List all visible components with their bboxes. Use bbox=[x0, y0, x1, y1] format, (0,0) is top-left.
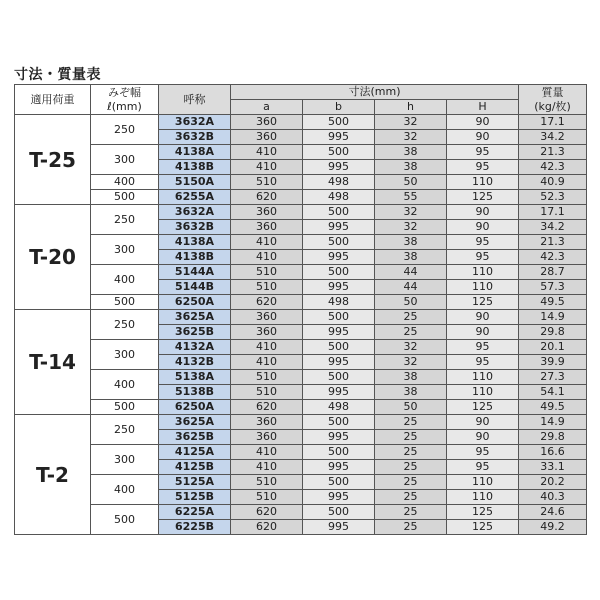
dim-b-cell: 995 bbox=[303, 130, 375, 145]
header-groove-width-line1: みぞ幅 bbox=[108, 85, 141, 99]
header-H: H bbox=[447, 100, 519, 115]
dim-a-cell: 360 bbox=[231, 205, 303, 220]
mass-cell: 42.3 bbox=[519, 250, 587, 265]
table-row bbox=[15, 310, 587, 325]
model-name-cell: 3625B bbox=[159, 430, 231, 445]
dim-b-cell: 995 bbox=[303, 280, 375, 295]
dim-H-cell: 90 bbox=[447, 130, 519, 145]
dim-a-cell: 510 bbox=[231, 385, 303, 400]
dim-b-cell: 995 bbox=[303, 325, 375, 340]
groove-width-cell: 400 bbox=[91, 370, 159, 400]
dim-H-cell: 95 bbox=[447, 235, 519, 250]
dim-a-cell: 360 bbox=[231, 325, 303, 340]
table-row bbox=[15, 145, 587, 160]
dim-h-cell: 50 bbox=[375, 400, 447, 415]
groove-width-cell: 500 bbox=[91, 295, 159, 310]
dim-H-cell: 125 bbox=[447, 295, 519, 310]
dim-h-cell: 38 bbox=[375, 160, 447, 175]
dim-a-cell: 410 bbox=[231, 445, 303, 460]
mass-cell: 33.1 bbox=[519, 460, 587, 475]
load-class-cell: T-25 bbox=[15, 115, 91, 205]
model-name-cell: 6250A bbox=[159, 295, 231, 310]
groove-width-cell: 250 bbox=[91, 205, 159, 235]
dim-H-cell: 90 bbox=[447, 415, 519, 430]
dim-b-cell: 995 bbox=[303, 160, 375, 175]
dim-a-cell: 410 bbox=[231, 160, 303, 175]
groove-width-cell: 500 bbox=[91, 190, 159, 205]
dim-H-cell: 90 bbox=[447, 205, 519, 220]
dim-h-cell: 38 bbox=[375, 145, 447, 160]
dim-h-cell: 25 bbox=[375, 430, 447, 445]
dim-a-cell: 620 bbox=[231, 295, 303, 310]
header-groove-width-line2: ℓ(mm) bbox=[107, 99, 142, 113]
mass-cell: 29.8 bbox=[519, 430, 587, 445]
model-name-cell: 5144A bbox=[159, 265, 231, 280]
mass-cell: 49.5 bbox=[519, 400, 587, 415]
model-name-cell: 5144B bbox=[159, 280, 231, 295]
model-name-cell: 4138B bbox=[159, 160, 231, 175]
model-name-cell: 3632B bbox=[159, 220, 231, 235]
table-row bbox=[15, 340, 587, 355]
model-name-cell: 6255A bbox=[159, 190, 231, 205]
dim-b-cell: 500 bbox=[303, 340, 375, 355]
model-name-cell: 4138A bbox=[159, 145, 231, 160]
dim-b-cell: 500 bbox=[303, 205, 375, 220]
table-row bbox=[15, 400, 587, 415]
dim-H-cell: 125 bbox=[447, 400, 519, 415]
mass-cell: 57.3 bbox=[519, 280, 587, 295]
dim-b-cell: 500 bbox=[303, 370, 375, 385]
dim-b-cell: 995 bbox=[303, 355, 375, 370]
load-class-cell: T-2 bbox=[15, 415, 91, 535]
dim-h-cell: 25 bbox=[375, 475, 447, 490]
mass-cell: 49.2 bbox=[519, 520, 587, 535]
dim-b-cell: 498 bbox=[303, 295, 375, 310]
table-row bbox=[15, 370, 587, 385]
dim-H-cell: 110 bbox=[447, 370, 519, 385]
dim-h-cell: 32 bbox=[375, 355, 447, 370]
mass-cell: 20.1 bbox=[519, 340, 587, 355]
mass-cell: 49.5 bbox=[519, 295, 587, 310]
table-row bbox=[15, 505, 587, 520]
groove-width-cell: 400 bbox=[91, 475, 159, 505]
dim-b-cell: 500 bbox=[303, 235, 375, 250]
mass-cell: 17.1 bbox=[519, 205, 587, 220]
dim-h-cell: 38 bbox=[375, 250, 447, 265]
model-name-cell: 3625B bbox=[159, 325, 231, 340]
mass-cell: 21.3 bbox=[519, 235, 587, 250]
header-mass-line1: 質量 bbox=[541, 85, 564, 99]
dim-H-cell: 110 bbox=[447, 385, 519, 400]
groove-width-cell: 300 bbox=[91, 340, 159, 370]
dim-b-cell: 498 bbox=[303, 175, 375, 190]
dim-H-cell: 110 bbox=[447, 475, 519, 490]
dim-a-cell: 620 bbox=[231, 400, 303, 415]
model-name-cell: 5150A bbox=[159, 175, 231, 190]
dim-H-cell: 95 bbox=[447, 145, 519, 160]
dimension-weight-table bbox=[14, 84, 587, 535]
dim-b-cell: 995 bbox=[303, 460, 375, 475]
groove-width-cell: 500 bbox=[91, 505, 159, 535]
header-groove-width bbox=[91, 85, 159, 115]
mass-cell: 34.2 bbox=[519, 220, 587, 235]
dim-H-cell: 95 bbox=[447, 250, 519, 265]
model-name-cell: 6225A bbox=[159, 505, 231, 520]
dim-b-cell: 500 bbox=[303, 445, 375, 460]
table-row bbox=[15, 445, 587, 460]
dim-a-cell: 620 bbox=[231, 505, 303, 520]
dim-H-cell: 90 bbox=[447, 310, 519, 325]
dim-H-cell: 90 bbox=[447, 325, 519, 340]
model-name-cell: 5125A bbox=[159, 475, 231, 490]
dim-b-cell: 500 bbox=[303, 115, 375, 130]
table-row bbox=[15, 235, 587, 250]
mass-cell: 21.3 bbox=[519, 145, 587, 160]
table-row bbox=[15, 175, 587, 190]
mass-cell: 24.6 bbox=[519, 505, 587, 520]
dim-b-cell: 500 bbox=[303, 310, 375, 325]
table-row bbox=[15, 475, 587, 490]
model-name-cell: 3632A bbox=[159, 205, 231, 220]
mass-cell: 40.3 bbox=[519, 490, 587, 505]
model-name-cell: 4138A bbox=[159, 235, 231, 250]
dim-a-cell: 620 bbox=[231, 190, 303, 205]
model-name-cell: 3632A bbox=[159, 115, 231, 130]
dim-h-cell: 25 bbox=[375, 505, 447, 520]
dim-a-cell: 360 bbox=[231, 415, 303, 430]
header-a: a bbox=[231, 100, 303, 115]
dim-h-cell: 32 bbox=[375, 340, 447, 355]
mass-cell: 34.2 bbox=[519, 130, 587, 145]
load-class-cell: T-14 bbox=[15, 310, 91, 415]
dim-h-cell: 44 bbox=[375, 265, 447, 280]
dim-h-cell: 25 bbox=[375, 490, 447, 505]
page-title: 寸法・質量表 bbox=[14, 67, 101, 83]
dim-a-cell: 410 bbox=[231, 355, 303, 370]
dim-h-cell: 25 bbox=[375, 445, 447, 460]
dim-H-cell: 95 bbox=[447, 445, 519, 460]
dim-b-cell: 500 bbox=[303, 475, 375, 490]
dim-a-cell: 510 bbox=[231, 265, 303, 280]
dim-H-cell: 90 bbox=[447, 430, 519, 445]
model-name-cell: 5138A bbox=[159, 370, 231, 385]
mass-cell: 14.9 bbox=[519, 310, 587, 325]
dim-b-cell: 995 bbox=[303, 430, 375, 445]
model-name-cell: 5125B bbox=[159, 490, 231, 505]
dim-b-cell: 995 bbox=[303, 520, 375, 535]
mass-cell: 14.9 bbox=[519, 415, 587, 430]
dim-a-cell: 510 bbox=[231, 370, 303, 385]
dim-h-cell: 38 bbox=[375, 235, 447, 250]
dim-a-cell: 510 bbox=[231, 475, 303, 490]
dim-a-cell: 360 bbox=[231, 115, 303, 130]
dim-b-cell: 498 bbox=[303, 400, 375, 415]
model-name-cell: 3632B bbox=[159, 130, 231, 145]
dim-h-cell: 38 bbox=[375, 385, 447, 400]
dim-a-cell: 410 bbox=[231, 460, 303, 475]
dim-b-cell: 500 bbox=[303, 415, 375, 430]
dim-H-cell: 95 bbox=[447, 340, 519, 355]
mass-cell: 54.1 bbox=[519, 385, 587, 400]
model-name-cell: 6225B bbox=[159, 520, 231, 535]
groove-width-cell: 300 bbox=[91, 235, 159, 265]
dim-h-cell: 32 bbox=[375, 130, 447, 145]
model-name-cell: 4138B bbox=[159, 250, 231, 265]
mass-cell: 29.8 bbox=[519, 325, 587, 340]
dim-b-cell: 500 bbox=[303, 265, 375, 280]
dim-h-cell: 25 bbox=[375, 520, 447, 535]
dim-a-cell: 360 bbox=[231, 430, 303, 445]
dim-H-cell: 110 bbox=[447, 280, 519, 295]
groove-width-cell: 250 bbox=[91, 415, 159, 445]
mass-cell: 20.2 bbox=[519, 475, 587, 490]
table-row bbox=[15, 295, 587, 310]
dim-a-cell: 510 bbox=[231, 490, 303, 505]
table-row bbox=[15, 265, 587, 280]
dim-a-cell: 410 bbox=[231, 250, 303, 265]
dim-b-cell: 995 bbox=[303, 220, 375, 235]
mass-cell: 39.9 bbox=[519, 355, 587, 370]
header-h: h bbox=[375, 100, 447, 115]
header-dimensions: 寸法(mm) bbox=[231, 85, 519, 100]
groove-width-cell: 300 bbox=[91, 145, 159, 175]
dim-h-cell: 25 bbox=[375, 415, 447, 430]
dim-a-cell: 620 bbox=[231, 520, 303, 535]
dim-a-cell: 360 bbox=[231, 310, 303, 325]
header-mass-line2: (kg/枚) bbox=[534, 99, 571, 113]
dim-b-cell: 498 bbox=[303, 190, 375, 205]
dim-a-cell: 360 bbox=[231, 220, 303, 235]
dim-b-cell: 995 bbox=[303, 385, 375, 400]
dim-H-cell: 110 bbox=[447, 175, 519, 190]
model-name-cell: 5138B bbox=[159, 385, 231, 400]
dim-a-cell: 510 bbox=[231, 175, 303, 190]
dim-a-cell: 360 bbox=[231, 130, 303, 145]
model-name-cell: 6250A bbox=[159, 400, 231, 415]
dim-h-cell: 38 bbox=[375, 370, 447, 385]
dim-b-cell: 500 bbox=[303, 505, 375, 520]
dim-h-cell: 32 bbox=[375, 205, 447, 220]
table-row bbox=[15, 415, 587, 430]
dim-h-cell: 44 bbox=[375, 280, 447, 295]
model-name-cell: 4125A bbox=[159, 445, 231, 460]
model-name-cell: 3625A bbox=[159, 310, 231, 325]
dim-a-cell: 410 bbox=[231, 235, 303, 250]
dim-h-cell: 25 bbox=[375, 310, 447, 325]
model-name-cell: 3625A bbox=[159, 415, 231, 430]
dim-a-cell: 410 bbox=[231, 340, 303, 355]
dim-a-cell: 510 bbox=[231, 280, 303, 295]
table-body bbox=[15, 115, 587, 535]
dim-H-cell: 90 bbox=[447, 115, 519, 130]
mass-cell: 52.3 bbox=[519, 190, 587, 205]
groove-width-cell: 250 bbox=[91, 115, 159, 145]
load-class-cell: T-20 bbox=[15, 205, 91, 310]
dim-H-cell: 125 bbox=[447, 505, 519, 520]
table-row bbox=[15, 190, 587, 205]
dim-H-cell: 95 bbox=[447, 355, 519, 370]
dim-H-cell: 95 bbox=[447, 460, 519, 475]
mass-cell: 16.6 bbox=[519, 445, 587, 460]
dim-H-cell: 110 bbox=[447, 490, 519, 505]
dim-h-cell: 25 bbox=[375, 460, 447, 475]
dim-b-cell: 995 bbox=[303, 490, 375, 505]
groove-width-cell: 300 bbox=[91, 445, 159, 475]
dim-b-cell: 995 bbox=[303, 250, 375, 265]
mass-cell: 42.3 bbox=[519, 160, 587, 175]
header-name: 呼称 bbox=[159, 85, 231, 115]
header-load: 適用荷重 bbox=[15, 85, 91, 115]
model-name-cell: 4125B bbox=[159, 460, 231, 475]
dim-H-cell: 125 bbox=[447, 520, 519, 535]
dim-h-cell: 50 bbox=[375, 175, 447, 190]
mass-cell: 17.1 bbox=[519, 115, 587, 130]
mass-cell: 27.3 bbox=[519, 370, 587, 385]
dim-h-cell: 25 bbox=[375, 325, 447, 340]
table-row bbox=[15, 115, 587, 130]
dim-b-cell: 500 bbox=[303, 145, 375, 160]
model-name-cell: 4132A bbox=[159, 340, 231, 355]
dim-h-cell: 55 bbox=[375, 190, 447, 205]
mass-cell: 28.7 bbox=[519, 265, 587, 280]
groove-width-cell: 400 bbox=[91, 265, 159, 295]
dim-h-cell: 32 bbox=[375, 220, 447, 235]
groove-width-cell: 400 bbox=[91, 175, 159, 190]
groove-width-cell: 250 bbox=[91, 310, 159, 340]
table-row bbox=[15, 205, 587, 220]
dim-H-cell: 125 bbox=[447, 190, 519, 205]
groove-width-cell: 500 bbox=[91, 400, 159, 415]
dim-H-cell: 95 bbox=[447, 160, 519, 175]
model-name-cell: 4132B bbox=[159, 355, 231, 370]
mass-cell: 40.9 bbox=[519, 175, 587, 190]
dim-H-cell: 90 bbox=[447, 220, 519, 235]
header-mass bbox=[519, 85, 587, 115]
dim-H-cell: 110 bbox=[447, 265, 519, 280]
dim-h-cell: 32 bbox=[375, 115, 447, 130]
dim-h-cell: 50 bbox=[375, 295, 447, 310]
dim-a-cell: 410 bbox=[231, 145, 303, 160]
header-b: b bbox=[303, 100, 375, 115]
